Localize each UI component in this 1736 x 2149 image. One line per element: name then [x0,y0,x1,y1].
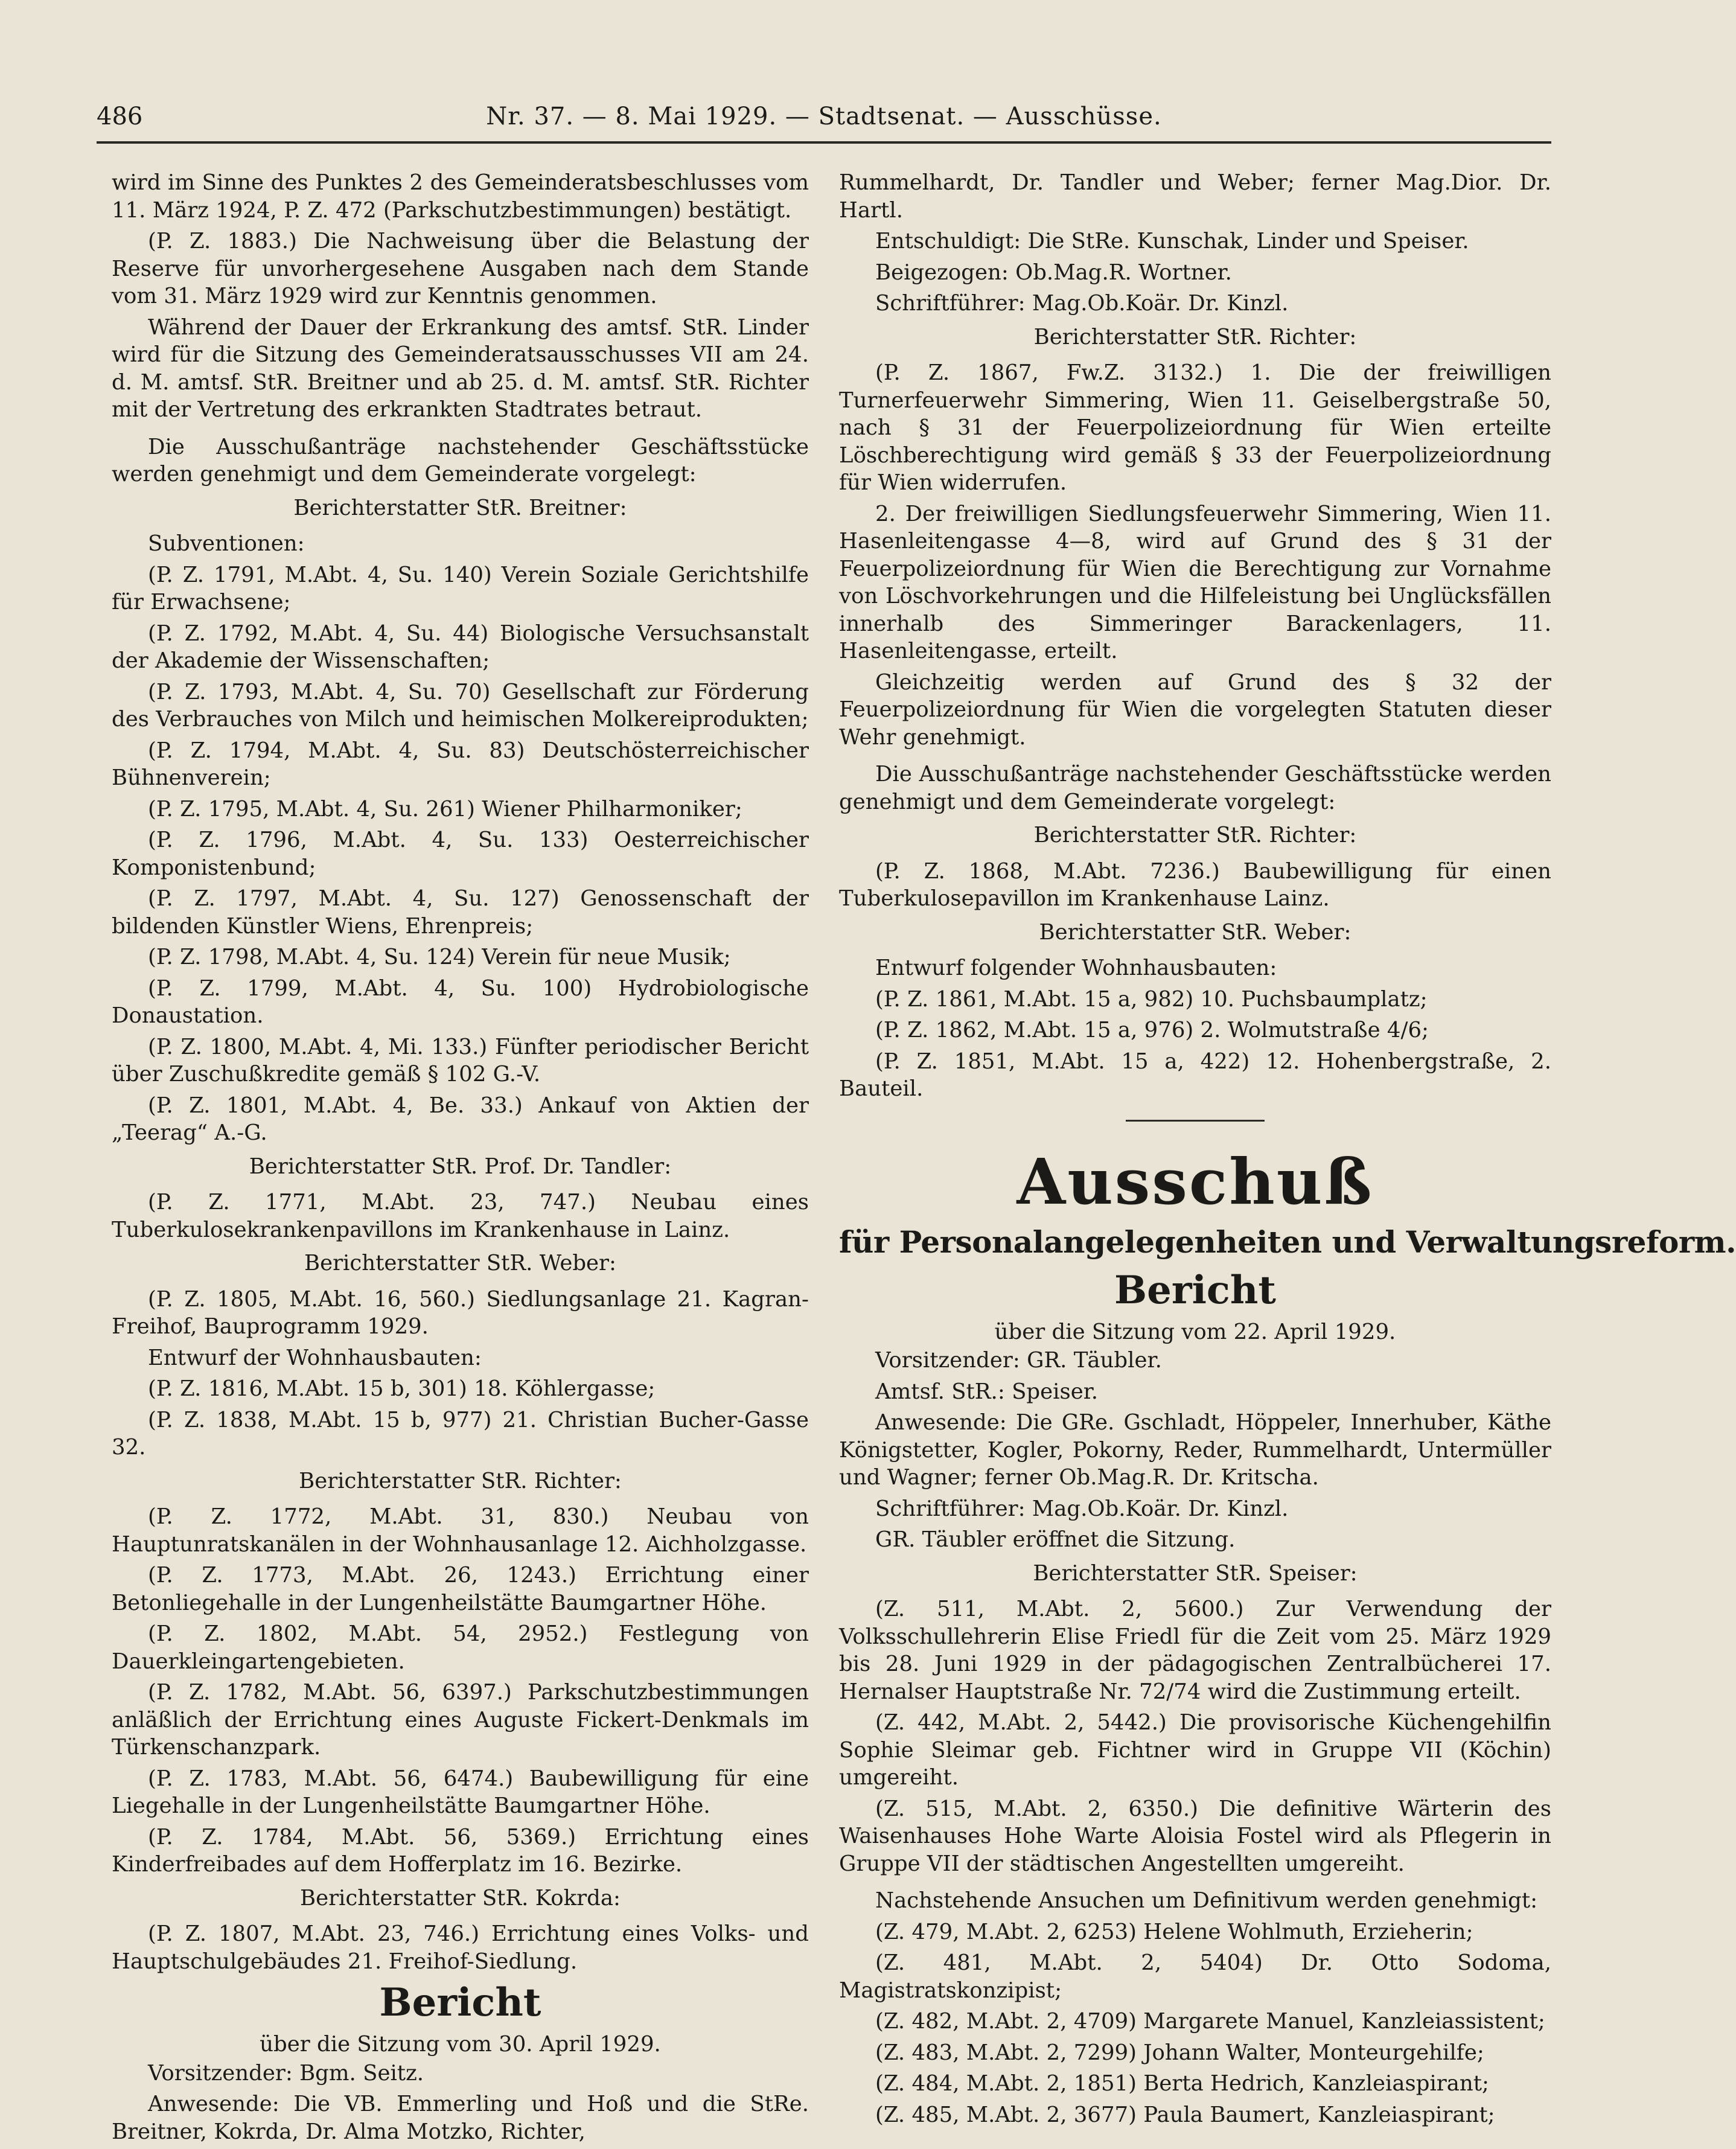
section-label: Entwurf folgender Wohnhausbauten: [875,956,1277,980]
right-column [839,169,1736,2132]
agenda-item: (P. Z. 1784, M.Abt. 56, 5369.) Errichtung eines Kinderfreibades auf dem Hofferplatz im 16. Bezirke. [112,1824,809,1877]
called-in: Beigezogen: Ob.Mag.R. Wortner. [875,260,1232,285]
page-number: 486 [97,103,143,130]
attendees: Anwesende: Die VB. Emmerling und Hoß und die StRe. Breitner, Kokrda, Dr. Alma Motzko, Richter, [112,2092,809,2144]
agenda-item: (P. Z. 1862, M.Abt. 15 a, 976) 2. Wolmutstraße 4/6; [875,1018,1429,1043]
agenda-item: (P. Z. 1771, M.Abt. 23, 747.) Neubau eines Tuberkulosekrankenpavillons im Krankenhause in Lainz. [112,1190,809,1242]
section-label: Entwurf der Wohnhausbauten: [148,1345,482,1370]
agenda-item: (P. Z. 1802, M.Abt. 54, 2952.) Festlegung von Dauerkleingartengebieten. [112,1621,809,1674]
agenda-item: (Z. 483, M.Abt. 2, 7299) Johann Walter, Monteurgehilfe; [875,2040,1484,2065]
agenda-item: (Z. 442, M.Abt. 2, 5442.) Die provisorische Küchengehilfin Sophie Sleimar geb. Fichtner wird in Gruppe VII (Köchin) umgereiht. [839,1710,1551,1790]
agenda-item: (P. Z. 1792, M.Abt. 4, Su. 44) Biologische Versuchsanstalt der Akademie der Wissenschaften; [112,621,809,673]
agenda-item: (P. Z. 1791, M.Abt. 4, Su. 140) Verein Soziale Gerichtshilfe für Erwachsene; [112,562,809,615]
agenda-item: (P. Z. 1867, Fw.Z. 3132.) 1. Die der freiwilligen Turnerfeuerwehr Simmering, Wien 11. Geiselbergstraße 50, nach § 31 der Feuerpolizeiordnung für Wien erteilte Löschberechtigung wird gemäß § 33 der Feuerpolizeiordnung für Wien widerrufen. [839,360,1551,495]
agenda-item: (P. Z. 1796, M.Abt. 4, Su. 133) Oesterreichischer Komponistenbund; [112,828,809,880]
agenda-item: (P. Z. 1838, M.Abt. 15 b, 977) 21. Christian Bucher-Gasse 32. [112,1407,809,1460]
agenda-item: (P. Z. 1851, M.Abt. 15 a, 422) 12. Hohenbergstraße, 2. Bauteil. [839,1049,1551,1101]
agenda-item: (P. Z. 1793, M.Abt. 4, Su. 70) Gesellschaft zur Förderung des Verbrauches von Milch und heimischen Molkereiprodukten; [112,679,809,732]
section-label: Subventionen: [148,531,305,556]
agenda-item: (Z. 485, M.Abt. 2, 3677) Paula Baumert, Kanzleiaspirant; [875,2102,1495,2127]
agenda-item: (Z. 511, M.Abt. 2, 5600.) Zur Verwendung der Volksschullehrerin Elise Friedl für die Zeit vom 25. März 1929 bis 28. Juni 1929 in der pädagogischen Zentralbücherei 17. Hernalser Hauptstraße Nr. 72/74 wird die Zustimmung erteilt. [839,1597,1551,1704]
rapporteur-heading: Berichterstatter StR. Speiser: [1033,1560,1358,1586]
rapporteur-heading: Berichterstatter StR. Breitner: [293,495,627,520]
agenda-item: (P. Z. 1772, M.Abt. 31, 830.) Neubau von Hauptunratskanälen in der Wohnhausanlage 12. Aichholzgasse. [112,1504,809,1557]
paragraph: Die Ausschußanträge nachstehender Geschäftsstücke werden genehmigt und dem Gemeinderate vorgelegt: [839,762,1551,814]
agenda-item: (P. Z. 1816, M.Abt. 15 b, 301) 18. Köhlergasse; [148,1376,656,1401]
attendees-continued: Rummelhardt, Dr. Tandler und Weber; ferner Mag.Dior. Dr. Hartl. [839,170,1551,223]
agenda-item: (P. Z. 1861, M.Abt. 15 a, 982) 10. Puchsbaumplatz; [875,986,1428,1012]
agenda-item: (P. Z. 1783, M.Abt. 56, 6474.) Baubewilligung für eine Liegehalle in der Lungenheilstätte Baumgartner Höhe. [112,1766,809,1818]
agenda-item: (Z. 515, M.Abt. 2, 6350.) Die definitive Wärterin des Waisenhauses Hohe Warte Aloisia Fostel wird als Pflegerin in Gruppe VII der städtischen Angestellten umgereiht. [839,1796,1551,1876]
agenda-item: (P. Z. 1773, M.Abt. 26, 1243.) Errichtung einer Betonliegehalle in der Lungenheilstätte Baumgartner Höhe. [112,1563,809,1615]
rapporteur-heading: Berichterstatter StR. Richter: [1033,823,1357,848]
agenda-item: (P. Z. 1794, M.Abt. 4, Su. 83) Deutschösterreichischer Bühnenverein; [112,738,809,790]
rapporteur-heading: Berichterstatter StR. Richter: [1033,324,1357,350]
agenda-item: (P. Z. 1798, M.Abt. 4, Su. 124) Verein für neue Musik; [148,945,731,969]
agenda-item: (P. Z. 1797, M.Abt. 4, Su. 127) Genossenschaft der bildenden Künstler Wiens, Ehrenpreis; [112,886,809,939]
secretary: Schriftführer: Mag.Ob.Koär. Dr. Kinzl. [875,291,1289,316]
opening-note: GR. Täubler eröffnet die Sitzung. [875,1527,1236,1552]
paragraph: wird im Sinne des Punktes 2 des Gemeinderatsbeschlusses vom 11. März 1924, P. Z. 472 (Parkschutzbestimmungen) bestätigt. [112,170,809,223]
committee-subheading: für Personalangelegenheiten und Verwaltungsreform. [839,1224,1736,1260]
agenda-item: (Z. 484, M.Abt. 2, 1851) Berta Hedrich, Kanzleiaspirant; [875,2071,1490,2096]
agenda-item: (Z. 482, M.Abt. 2, 4709) Margarete Manuel, Kanzleiassistent; [875,2009,1545,2034]
committee-heading: Ausschuß [1016,1144,1374,1219]
agenda-item: (P. Z. 1800, M.Abt. 4, Mi. 133.) Fünfter periodischer Bericht über Zuschußkredite gemäß § 102 G.-V. [112,1034,809,1087]
page-header [97,98,1551,144]
agenda-item: (P. Z. 1782, M.Abt. 56, 6397.) Parkschutzbestimmungen anläßlich der Errichtung eines Auguste Fickert-Denkmals im Türkenschanzpark. [112,1680,809,1760]
agenda-item: (P. Z. 1807, M.Abt. 23, 746.) Errichtung eines Volks- und Hauptschulgebäudes 21. Freihof-Siedlung. [112,1921,809,1974]
agenda-item: (P. Z. 1799, M.Abt. 4, Su. 100) Hydrobiologische Donaustation. [112,976,809,1028]
attendees: Anwesende: Die GRe. Gschladt, Höppeler, Innerhuber, Käthe Königstetter, Kogler, Pokorny, Reder, Rummelhardt, Untermüller und Wagner; ferner Ob.Mag.R. Dr. Kritscha. [839,1410,1551,1490]
agenda-item: (P. Z. 1805, M.Abt. 16, 560.) Siedlungsanlage 21. Kagran-Freihof, Bauprogramm 1929. [112,1286,809,1339]
agenda-item: (Z. 479, M.Abt. 2, 6253) Helene Wohlmuth, Erzieherin; [875,1919,1473,1944]
secretary: Schriftführer: Mag.Ob.Koär. Dr. Kinzl. [875,1496,1289,1521]
rapporteur-heading: Berichterstatter StR. Weber: [1039,919,1351,945]
agenda-item: 2. Der freiwilligen Siedlungsfeuerwehr Simmering, Wien 11. Hasenleitengasse 4—8, wird auf Grund des § 31 der Feuerpolizeiordnung für Wien die Berechtigung zur Vornahme von Löschvorkehrungen und die Hilfeleistung bei Unglücksfällen innerhalb des Simmeringer Barackenlagers, 11. Hasenleitengasse, erteilt. [839,501,1551,663]
rapporteur-heading: Berichterstatter StR. Richter: [299,1468,622,1493]
rapporteur-heading: Berichterstatter StR. Prof. Dr. Tandler: [249,1154,672,1179]
left-column [112,169,809,2149]
agenda-item: (Z. 481, M.Abt. 2, 5404) Dr. Otto Sodoma, Magistratskonzipist; [839,1950,1551,2003]
paragraph: Die Ausschußanträge nachstehender Geschäftsstücke werden genehmigt und dem Gemeinderate vorgelegt: [112,434,809,487]
rapporteur-heading: Berichterstatter StR. Kokrda: [299,1885,621,1911]
paragraph: Gleichzeitig werden auf Grund des § 32 der Feuerpolizeiordnung für Wien die vorgelegten Statuten dieser Wehr genehmigt. [839,669,1551,750]
session-date: über die Sitzung vom 30. April 1929. [260,2032,661,2057]
agenda-item: (P. Z. 1801, M.Abt. 4, Be. 33.) Ankauf von Aktien der „Teerag“ A.-G. [112,1093,809,1145]
chairperson: Vorsitzender: Bgm. Seitz. [148,2060,424,2086]
rapporteur-heading: Berichterstatter StR. Weber: [304,1251,616,1276]
paragraph: Nachstehende Ansuchen um Definitivum werden genehmigt: [875,1888,1538,1913]
agenda-item: (P. Z. 1795, M.Abt. 4, Su. 261) Wiener Philharmoniker; [148,796,742,822]
chairperson: Vorsitzender: GR. Täubler. [875,1348,1162,1373]
paragraph: (P. Z. 1883.) Die Nachweisung über die Belastung der Reserve für unvorhergesehene Ausgaben nach dem Stande vom 31. März 1929 wird zur Kenntnis genommen. [112,229,809,308]
report-heading: Bericht [379,1980,541,2025]
session-date: über die Sitzung vom 22. April 1929. [994,1319,1396,1344]
report-heading: Bericht [1114,1267,1276,1313]
paragraph: Während der Dauer der Erkrankung des amtsf. StR. Linder wird für die Sitzung des Gemeinderatsausschusses VII am 24. d. M. amtsf. StR. Breitner und ab 25. d. M. amtsf. StR. Richter mit der Vertretung des erkrankten Stadtrates betraut. [112,315,809,422]
acting-councillor: Amtsf. StR.: Speiser. [875,1379,1099,1404]
excused: Entschuldigt: Die StRe. Kunschak, Linder und Speiser. [875,229,1469,254]
agenda-item: (P. Z. 1868, M.Abt. 7236.) Baubewilligung für einen Tuberkulosepavillon im Krankenhause Lainz. [839,858,1551,911]
running-title: Nr. 37. — 8. Mai 1929. — Stadtsenat. — Ausschüsse. [486,103,1162,130]
section-divider [1126,1120,1265,1122]
